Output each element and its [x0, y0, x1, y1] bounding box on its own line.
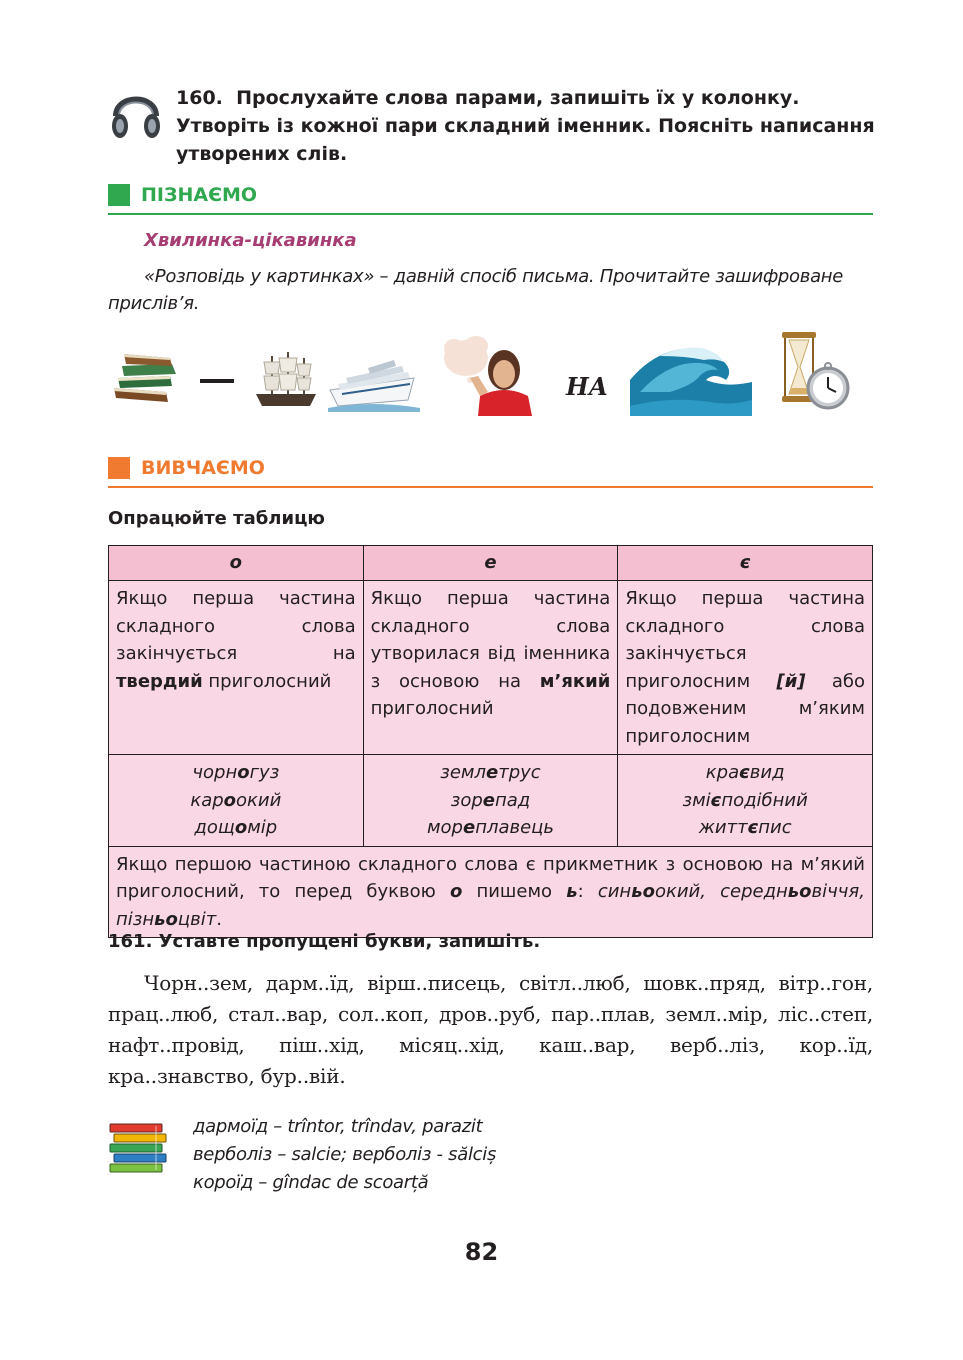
example-word: землетрус — [440, 762, 541, 783]
section-title: ПІЗНАЄМО — [141, 184, 258, 206]
examples-cell-e — [363, 755, 618, 847]
exercise-161-text: Чорн..зем, дарм..їд, вірш..писець, світл..люб, шовк..пряд, вітр..гон, прац..люб, стал..вар, сол..коп, дров..руб, пар..плав, земл..мір, ліс..степ, нафт..провід, піш..хід, місяц..хід, каш..вар, верб..ліз, кор..їд, кра..знавство, бур..вій. — [108, 971, 873, 1088]
books-picture — [110, 348, 182, 410]
header-cell-o: о — [109, 546, 364, 581]
note-cell: Якщо першою частиною складного слова є прикметник з основою на м’який приголосний, то перед буквою о пишемо ь: синьоокий, середньовіччя, пізньоцвіт. — [109, 846, 873, 938]
sea-wave-picture — [630, 336, 752, 420]
fun-fact-text: «Розповідь у картинках» – давній спосіб письма. Прочитайте зашифроване прислів’я. — [108, 266, 844, 314]
section-marker — [108, 457, 130, 479]
example-word: змієподібний — [682, 789, 808, 811]
section-marker — [108, 184, 130, 206]
section-header-learn — [108, 182, 873, 208]
example-word: дощомір — [194, 817, 278, 838]
example-word: зорепад — [450, 789, 531, 811]
table-header-row — [109, 546, 873, 581]
exercise-number: 160. — [176, 87, 223, 109]
examples-cell-ye — [618, 755, 873, 847]
rule-cell-o: Якщо перша частина складного слова закінчується на твердий приголосний — [109, 581, 364, 755]
section-divider — [108, 213, 873, 215]
exercise-text: Прослухайте слова парами, запишіть їх у колонку. Утворіть із кожної пари складний іменник. Поясніть написання утворених слів. — [176, 87, 875, 165]
thinking-woman-picture — [440, 334, 540, 420]
page-number: 82 — [464, 1238, 499, 1266]
glossary-entry: короїд – gîndac de scoarță — [193, 1172, 429, 1193]
hourglass-and-watch-picture — [776, 330, 856, 416]
study-instruction: Опрацюйте таблицю — [108, 508, 325, 529]
example-word: життєпис — [698, 817, 792, 838]
table-note-row — [109, 846, 873, 938]
section-title: ВИВЧАЄМО — [141, 457, 265, 479]
books-stack-icon — [108, 1122, 168, 1174]
exercise-160 — [176, 84, 876, 168]
table-examples-row — [109, 755, 873, 847]
glossary — [193, 1113, 496, 1197]
fun-fact-title: Хвилинка-цікавинка — [144, 230, 357, 251]
headphones-icon — [106, 82, 166, 142]
example-word: мореплавець — [426, 817, 555, 838]
example-word: краєвид — [705, 762, 785, 783]
example-word: чорногуз — [192, 762, 280, 783]
glossary-entry: дармоїд – trîntor, trîndav, parazit — [193, 1116, 483, 1137]
section-header-study — [108, 455, 873, 481]
sailing-ship-picture — [250, 348, 322, 414]
example-word: кароокий — [190, 789, 282, 811]
dash-mark — [200, 379, 234, 383]
exercise-161-title: 161. Уставте пропущені букви, запишіть. — [108, 931, 541, 952]
rebus-syllable: НА — [566, 372, 609, 401]
glossary-entry: верболіз – salcie; верболіз - sălciș — [193, 1144, 497, 1165]
examples-cell-o — [109, 755, 364, 847]
section-divider — [108, 486, 873, 488]
table-rules-row — [109, 581, 873, 755]
rule-cell-ye: Якщо перша частина складного слова закінчується приголосним [й] або подовженим м’яким приголосним — [618, 581, 873, 755]
rules-table — [108, 545, 873, 938]
header-cell-ye: є — [618, 546, 873, 581]
cruise-ship-picture — [328, 350, 420, 416]
rule-cell-e: Якщо перша частина складного слова утворилася від іменника з основою на м’який приголосний — [363, 581, 618, 755]
header-cell-e: е — [363, 546, 618, 581]
